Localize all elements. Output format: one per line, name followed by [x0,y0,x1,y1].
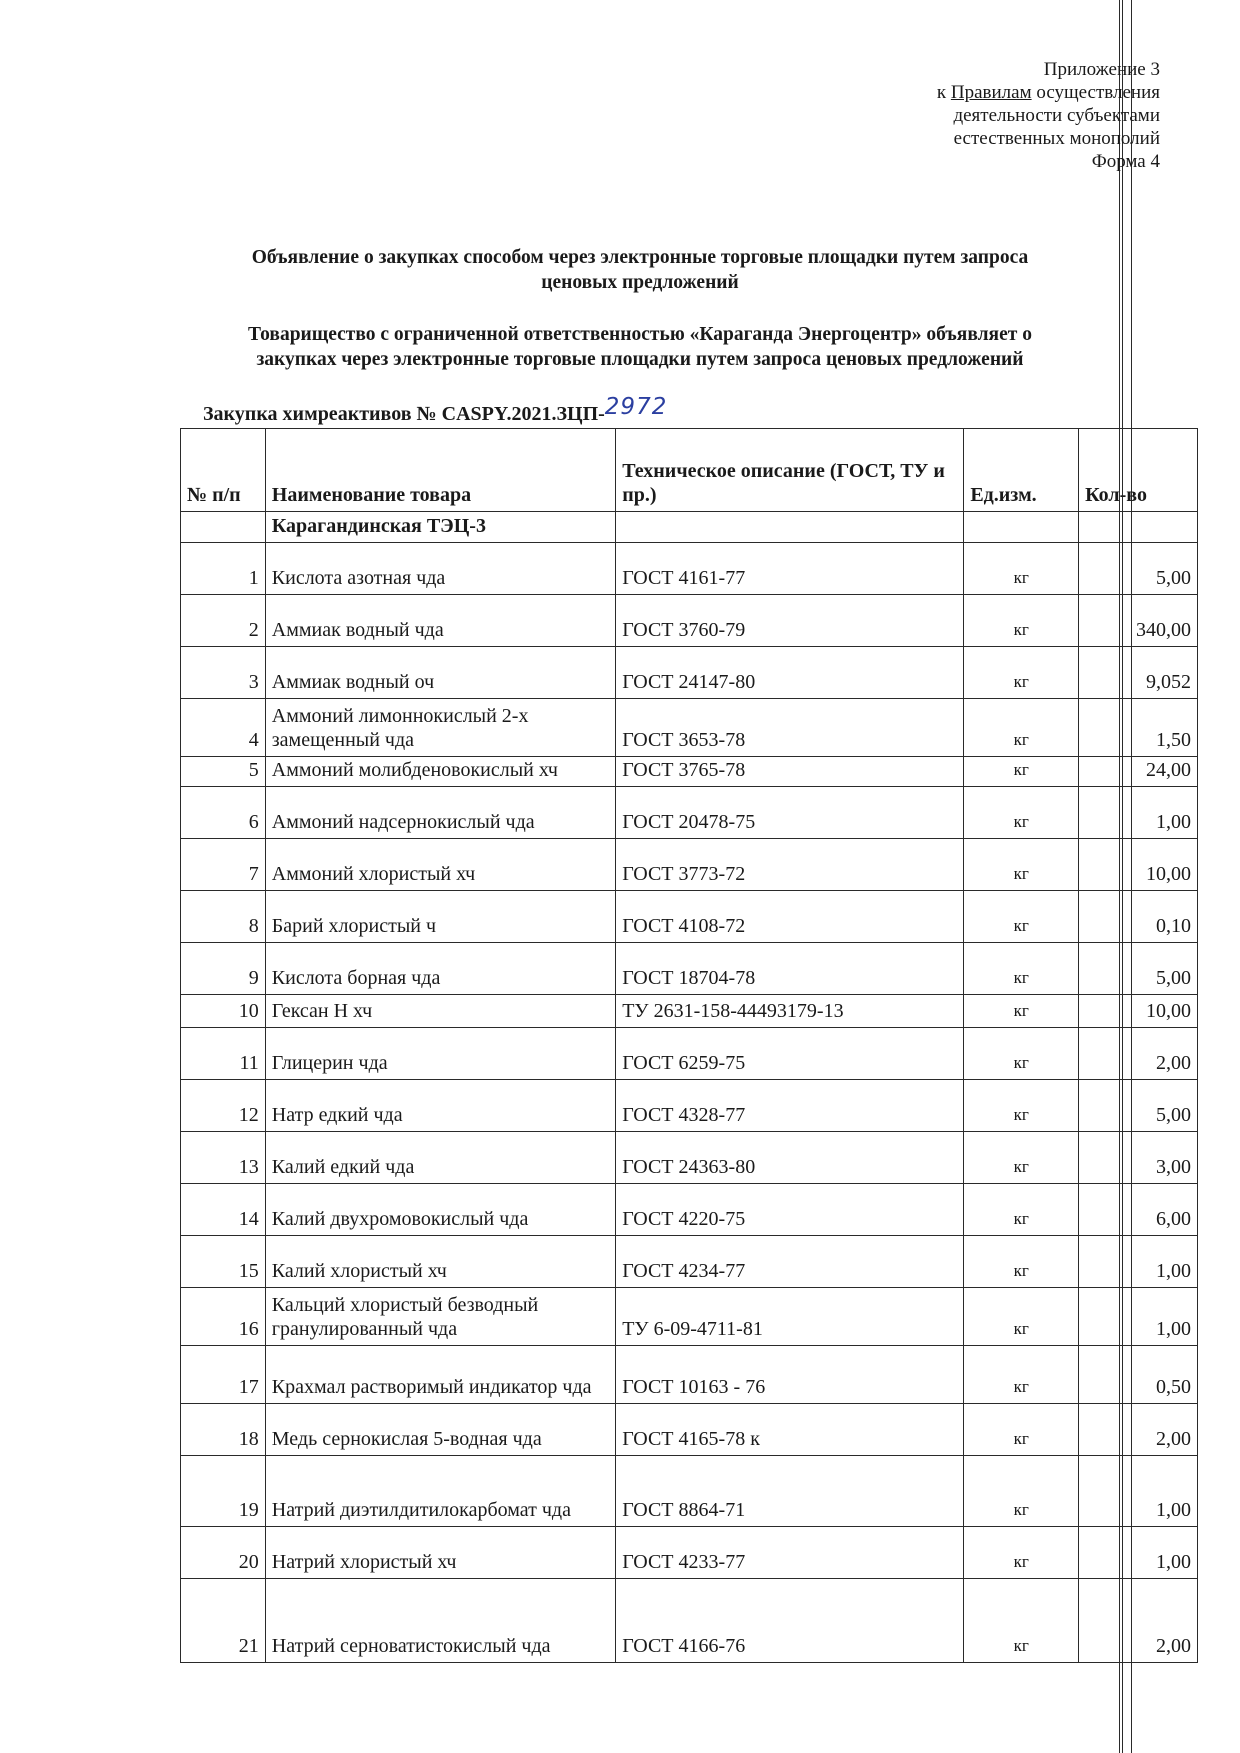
annex-suffix: осуществления [1031,82,1160,103]
row-spec: ГОСТ 3765-78 [616,757,964,787]
row-spec: ГОСТ 4165-78 к [616,1404,964,1456]
row-qty: 1,00 [1079,1288,1198,1346]
row-qty: 2,00 [1079,1404,1198,1456]
row-unit: кг [964,1080,1079,1132]
table-row [181,891,1198,943]
row-spec: ГОСТ 4234-77 [616,1236,964,1288]
row-num: 1 [181,543,266,595]
procurement-number [203,394,668,426]
row-qty: 10,00 [1079,839,1198,891]
group-name: Карагандинская ТЭЦ-3 [265,512,615,543]
row-name: Аммиак водный чда [265,595,615,647]
row-spec: ГОСТ 8864-71 [616,1456,964,1527]
row-num: 4 [181,699,266,757]
table-row [181,839,1198,891]
body-line: закупках через электронные торговые площадки путем запроса ценовых предложений [256,349,1024,370]
body-line: Товарищество с ограниченной ответственностью «Караганда Энергоцентр» объявляет о [248,324,1032,345]
row-unit: кг [964,1404,1079,1456]
row-name: Калий двухромовокислый чда [265,1184,615,1236]
row-name: Натрий хлористый хч [265,1527,615,1579]
row-num: 11 [181,1028,266,1080]
row-name: Натрий серноватистокислый чда [265,1579,615,1663]
row-qty: 1,00 [1079,1236,1198,1288]
table-row [181,1184,1198,1236]
row-num: 14 [181,1184,266,1236]
row-name: Аммоний надсернокислый чда [265,787,615,839]
table-row [181,1527,1198,1579]
row-spec: ГОСТ 3760-79 [616,595,964,647]
row-name: Барий хлористый ч [265,891,615,943]
row-spec: ГОСТ 24363-80 [616,1132,964,1184]
row-name: Натр едкий чда [265,1080,615,1132]
row-qty: 340,00 [1079,595,1198,647]
annex-line [760,81,1160,104]
table-row [181,595,1198,647]
table-row [181,699,1198,757]
row-num: 16 [181,1288,266,1346]
row-spec: ГОСТ 18704-78 [616,943,964,995]
table-row [181,1236,1198,1288]
row-num: 15 [181,1236,266,1288]
row-num: 18 [181,1404,266,1456]
procurement-label: Закупка химреактивов № CASPY.2021.ЗЦП- [203,403,605,425]
row-name: Кислота борная чда [265,943,615,995]
row-name: Крахмал растворимый индикатор чда [265,1346,615,1404]
row-qty: 2,00 [1079,1028,1198,1080]
row-name: Натрий диэтилдитилокарбомат чда [265,1456,615,1527]
table-row [181,1288,1198,1346]
table-row [181,1456,1198,1527]
row-unit: кг [964,757,1079,787]
row-spec: ГОСТ 4220-75 [616,1184,964,1236]
group-empty [1079,512,1198,543]
table-header-row [181,429,1198,512]
title-line: ценовых предложений [541,272,739,293]
row-unit: кг [964,943,1079,995]
table-row [181,543,1198,595]
row-unit: кг [964,699,1079,757]
row-num: 19 [181,1456,266,1527]
table-row [181,1028,1198,1080]
row-unit: кг [964,647,1079,699]
row-name: Глицерин чда [265,1028,615,1080]
row-spec: ГОСТ 3653-78 [616,699,964,757]
row-qty: 10,00 [1079,995,1198,1028]
table-row [181,1080,1198,1132]
row-qty: 1,00 [1079,1456,1198,1527]
row-spec: ГОСТ 6259-75 [616,1028,964,1080]
row-unit: кг [964,995,1079,1028]
group-row [181,512,1198,543]
row-num: 10 [181,995,266,1028]
row-num: 6 [181,787,266,839]
row-unit: кг [964,1527,1079,1579]
header-qty: Кол-во [1079,429,1198,512]
row-spec: ТУ 6-09-4711-81 [616,1288,964,1346]
row-spec: ГОСТ 24147-80 [616,647,964,699]
row-qty: 5,00 [1079,1080,1198,1132]
row-num: 2 [181,595,266,647]
row-spec: ТУ 2631-158-44493179-13 [616,995,964,1028]
row-qty: 9,052 [1079,647,1198,699]
row-qty: 2,00 [1079,1579,1198,1663]
row-num: 13 [181,1132,266,1184]
row-name: Аммиак водный оч [265,647,615,699]
row-qty: 1,50 [1079,699,1198,757]
row-spec: ГОСТ 10163 - 76 [616,1346,964,1404]
row-qty: 5,00 [1079,943,1198,995]
row-spec: ГОСТ 20478-75 [616,787,964,839]
row-spec: ГОСТ 4161-77 [616,543,964,595]
row-unit: кг [964,595,1079,647]
table-row [181,787,1198,839]
header-spec: Техническое описание (ГОСТ, ТУ и пр.) [616,429,964,512]
row-num: 5 [181,757,266,787]
row-unit: кг [964,1132,1079,1184]
row-num: 9 [181,943,266,995]
announcement-title [150,245,1130,295]
header-unit: Ед.изм. [964,429,1079,512]
row-unit: кг [964,787,1079,839]
row-qty: 1,00 [1079,1527,1198,1579]
row-spec: ГОСТ 4108-72 [616,891,964,943]
row-name: Аммоний лимоннокислый 2-х замещенный чда [265,699,615,757]
table-row [181,1346,1198,1404]
row-spec: ГОСТ 4233-77 [616,1527,964,1579]
row-spec: ГОСТ 4328-77 [616,1080,964,1132]
rules-reference: Правилам [950,82,1032,103]
group-empty [964,512,1079,543]
row-num: 3 [181,647,266,699]
row-qty: 0,10 [1079,891,1198,943]
table-row [181,995,1198,1028]
row-qty: 3,00 [1079,1132,1198,1184]
table-row [181,943,1198,995]
row-name: Аммоний молибденовокислый хч [265,757,615,787]
row-qty: 24,00 [1079,757,1198,787]
row-num: 7 [181,839,266,891]
annex-line: деятельности субъектами [953,105,1160,126]
row-num: 20 [181,1527,266,1579]
group-empty [181,512,266,543]
row-unit: кг [964,1236,1079,1288]
row-unit: кг [964,1028,1079,1080]
row-unit: кг [964,1456,1079,1527]
announcement-body [150,322,1130,372]
annex-line: естественных монополий [953,128,1160,149]
row-name: Калий хлористый хч [265,1236,615,1288]
row-num: 21 [181,1579,266,1663]
table-row [181,1404,1198,1456]
row-qty: 1,00 [1079,787,1198,839]
row-unit: кг [964,839,1079,891]
row-qty: 5,00 [1079,543,1198,595]
annex-prefix: к [936,82,951,103]
row-unit: кг [964,1346,1079,1404]
row-name: Калий едкий чда [265,1132,615,1184]
row-spec: ГОСТ 4166-76 [616,1579,964,1663]
row-name: Медь сернокислая 5-водная чда [265,1404,615,1456]
table-row [181,1132,1198,1184]
annex-line: Приложение 3 [1043,59,1160,80]
row-name: Аммоний хлористый хч [265,839,615,891]
row-qty: 6,00 [1079,1184,1198,1236]
table-row [181,757,1198,787]
row-unit: кг [964,891,1079,943]
row-qty: 0,50 [1079,1346,1198,1404]
group-empty [616,512,964,543]
row-name: Гексан Н хч [265,995,615,1028]
table-row [181,647,1198,699]
row-num: 12 [181,1080,266,1132]
row-name: Кислота азотная чда [265,543,615,595]
row-unit: кг [964,1184,1079,1236]
title-line: Объявление о закупках способом через электронные торговые площадки путем запроса [251,247,1029,268]
table-row [181,1579,1198,1663]
row-name: Кальций хлористый безводный гранулированный чда [265,1288,615,1346]
goods-table [180,428,1198,1663]
header-name: Наименование товара [265,429,615,512]
annex-header [760,58,1160,173]
row-num: 8 [181,891,266,943]
row-spec: ГОСТ 3773-72 [616,839,964,891]
row-unit: кг [964,543,1079,595]
handwritten-number: 2972 [604,394,668,420]
row-unit: кг [964,1579,1079,1663]
form-number: Форма 4 [1091,151,1160,172]
row-unit: кг [964,1288,1079,1346]
row-num: 17 [181,1346,266,1404]
header-num: № п/п [181,429,266,512]
